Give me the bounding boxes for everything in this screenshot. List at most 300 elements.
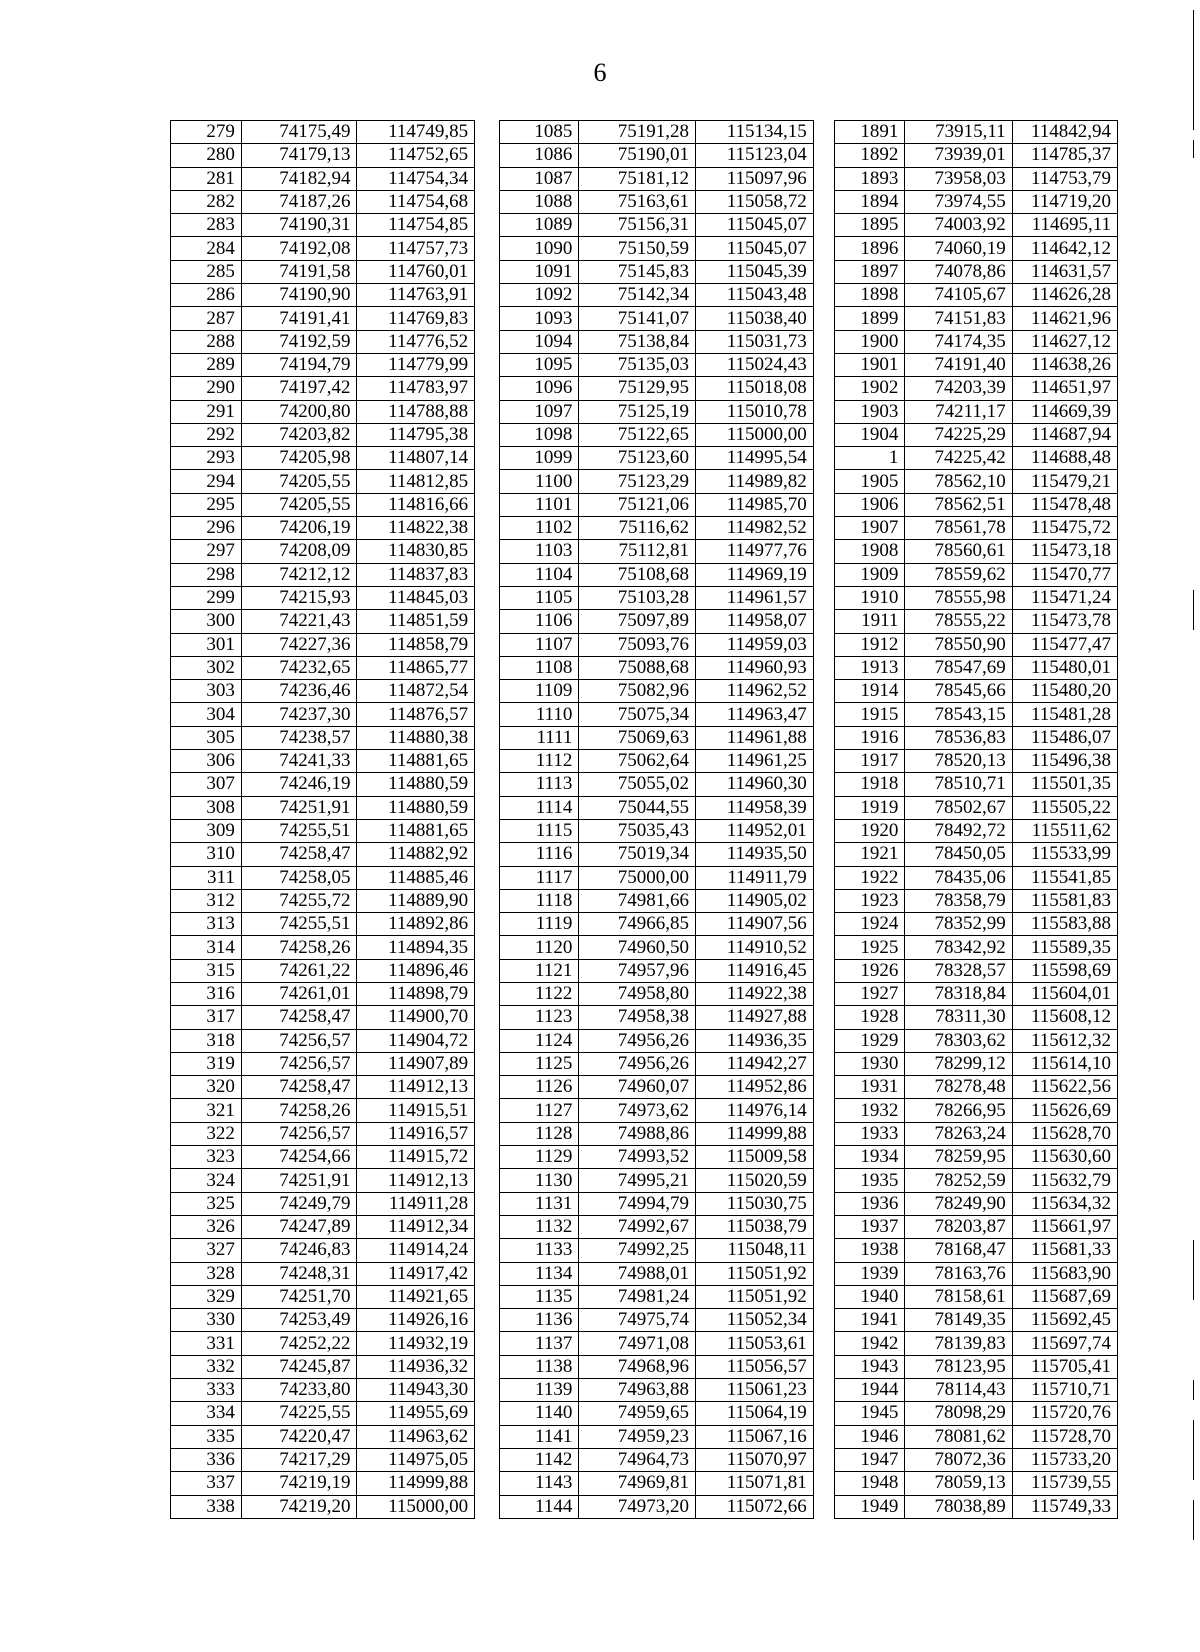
cell-point-number: 1097 [500, 400, 579, 423]
cell-point-number: 283 [171, 214, 242, 237]
cell-x-coordinate: 74988,01 [579, 1262, 696, 1285]
cell-x-coordinate: 74261,22 [241, 959, 357, 982]
cell-y-coordinate: 114889,90 [357, 889, 475, 912]
cell-y-coordinate: 114900,70 [357, 1006, 475, 1029]
column-separator [475, 703, 500, 726]
cell-point-number: 1117 [500, 866, 579, 889]
cell-point-number: 337 [171, 1472, 242, 1495]
cell-point-number: 286 [171, 284, 242, 307]
cell-y-coordinate: 115475,72 [1012, 517, 1117, 540]
cell-x-coordinate: 78555,22 [905, 610, 1012, 633]
cell-x-coordinate: 75112,81 [579, 540, 696, 563]
cell-x-coordinate: 74174,35 [905, 330, 1012, 353]
cell-point-number: 1 [834, 447, 905, 470]
column-separator [475, 167, 500, 190]
cell-point-number: 302 [171, 656, 242, 679]
cell-x-coordinate: 74227,36 [241, 633, 357, 656]
cell-point-number: 298 [171, 563, 242, 586]
cell-y-coordinate: 115634,32 [1012, 1192, 1117, 1215]
cell-y-coordinate: 114963,47 [696, 703, 814, 726]
table-row [171, 1029, 1118, 1052]
cell-x-coordinate: 75123,60 [579, 447, 696, 470]
cell-x-coordinate: 75088,68 [579, 656, 696, 679]
column-separator [475, 1425, 500, 1448]
cell-y-coordinate: 115043,48 [696, 284, 814, 307]
table-row [171, 260, 1118, 283]
table-row [171, 1215, 1118, 1238]
cell-y-coordinate: 114719,20 [1012, 190, 1117, 213]
cell-y-coordinate: 115009,58 [696, 1146, 814, 1169]
cell-point-number: 1936 [834, 1192, 905, 1215]
cell-x-coordinate: 74205,55 [241, 470, 357, 493]
cell-point-number: 1917 [834, 750, 905, 773]
cell-y-coordinate: 114898,79 [357, 982, 475, 1005]
column-separator [475, 1006, 500, 1029]
cell-y-coordinate: 114845,03 [357, 586, 475, 609]
column-separator [813, 843, 834, 866]
cell-y-coordinate: 115045,07 [696, 214, 814, 237]
table-row [171, 843, 1118, 866]
cell-y-coordinate: 115470,77 [1012, 563, 1117, 586]
column-separator [475, 843, 500, 866]
column-separator [475, 936, 500, 959]
cell-point-number: 1921 [834, 843, 905, 866]
cell-x-coordinate: 75055,02 [579, 773, 696, 796]
cell-point-number: 1103 [500, 540, 579, 563]
cell-y-coordinate: 115486,07 [1012, 726, 1117, 749]
cell-point-number: 332 [171, 1355, 242, 1378]
cell-point-number: 1126 [500, 1076, 579, 1099]
cell-point-number: 1918 [834, 773, 905, 796]
cell-point-number: 1943 [834, 1355, 905, 1378]
cell-x-coordinate: 78123,95 [905, 1355, 1012, 1378]
cell-y-coordinate: 114830,85 [357, 540, 475, 563]
cell-point-number: 1136 [500, 1309, 579, 1332]
cell-point-number: 1940 [834, 1285, 905, 1308]
cell-point-number: 1115 [500, 819, 579, 842]
cell-x-coordinate: 74060,19 [905, 237, 1012, 260]
cell-x-coordinate: 75190,01 [579, 144, 696, 167]
cell-y-coordinate: 115589,35 [1012, 936, 1117, 959]
table-row [171, 1495, 1118, 1518]
cell-x-coordinate: 74258,47 [241, 1076, 357, 1099]
cell-y-coordinate: 114769,83 [357, 307, 475, 330]
cell-x-coordinate: 74241,33 [241, 750, 357, 773]
cell-x-coordinate: 74215,93 [241, 586, 357, 609]
cell-y-coordinate: 114907,56 [696, 913, 814, 936]
cell-x-coordinate: 75163,61 [579, 190, 696, 213]
cell-point-number: 326 [171, 1215, 242, 1238]
cell-point-number: 294 [171, 470, 242, 493]
cell-x-coordinate: 74208,09 [241, 540, 357, 563]
cell-y-coordinate: 114876,57 [357, 703, 475, 726]
table-row [171, 563, 1118, 586]
cell-y-coordinate: 115496,38 [1012, 750, 1117, 773]
cell-x-coordinate: 74261,01 [241, 982, 357, 1005]
cell-point-number: 1090 [500, 237, 579, 260]
cell-x-coordinate: 75129,95 [579, 377, 696, 400]
cell-x-coordinate: 74255,72 [241, 889, 357, 912]
cell-x-coordinate: 75156,31 [579, 214, 696, 237]
cell-y-coordinate: 114795,38 [357, 423, 475, 446]
cell-x-coordinate: 74248,31 [241, 1262, 357, 1285]
cell-point-number: 1140 [500, 1402, 579, 1425]
cell-point-number: 1130 [500, 1169, 579, 1192]
cell-point-number: 320 [171, 1076, 242, 1099]
column-separator [475, 1146, 500, 1169]
cell-x-coordinate: 78059,13 [905, 1472, 1012, 1495]
cell-point-number: 1096 [500, 377, 579, 400]
cell-x-coordinate: 75145,83 [579, 260, 696, 283]
column-separator [475, 121, 500, 144]
cell-y-coordinate: 114915,51 [357, 1099, 475, 1122]
cell-x-coordinate: 78358,79 [905, 889, 1012, 912]
cell-x-coordinate: 75135,03 [579, 353, 696, 376]
column-separator [813, 330, 834, 353]
cell-point-number: 1938 [834, 1239, 905, 1262]
cell-x-coordinate: 74956,26 [579, 1029, 696, 1052]
column-separator [813, 936, 834, 959]
cell-x-coordinate: 78547,69 [905, 656, 1012, 679]
cell-point-number: 1893 [834, 167, 905, 190]
table-row [171, 982, 1118, 1005]
column-separator [813, 633, 834, 656]
cell-x-coordinate: 74249,79 [241, 1192, 357, 1215]
cell-x-coordinate: 74203,39 [905, 377, 1012, 400]
cell-point-number: 1089 [500, 214, 579, 237]
cell-x-coordinate: 73958,03 [905, 167, 1012, 190]
cell-y-coordinate: 115626,69 [1012, 1099, 1117, 1122]
column-separator [813, 540, 834, 563]
table-row [171, 353, 1118, 376]
cell-point-number: 1092 [500, 284, 579, 307]
cell-y-coordinate: 114952,01 [696, 819, 814, 842]
cell-y-coordinate: 114961,25 [696, 750, 814, 773]
table-row [171, 214, 1118, 237]
column-separator [475, 1052, 500, 1075]
cell-y-coordinate: 114911,79 [696, 866, 814, 889]
cell-y-coordinate: 114638,26 [1012, 353, 1117, 376]
column-separator [813, 470, 834, 493]
column-separator [475, 1285, 500, 1308]
cell-y-coordinate: 115038,79 [696, 1215, 814, 1238]
cell-x-coordinate: 74258,47 [241, 1006, 357, 1029]
cell-x-coordinate: 78114,43 [905, 1379, 1012, 1402]
cell-y-coordinate: 115683,90 [1012, 1262, 1117, 1285]
cell-x-coordinate: 78252,59 [905, 1169, 1012, 1192]
table-row [171, 680, 1118, 703]
cell-point-number: 1948 [834, 1472, 905, 1495]
cell-y-coordinate: 114977,76 [696, 540, 814, 563]
column-separator [475, 1262, 500, 1285]
cell-x-coordinate: 78163,76 [905, 1262, 1012, 1285]
cell-x-coordinate: 75122,65 [579, 423, 696, 446]
cell-x-coordinate: 74191,40 [905, 353, 1012, 376]
cell-point-number: 1906 [834, 493, 905, 516]
cell-y-coordinate: 115051,92 [696, 1262, 814, 1285]
cell-point-number: 315 [171, 959, 242, 982]
cell-point-number: 1947 [834, 1448, 905, 1471]
cell-y-coordinate: 115097,96 [696, 167, 814, 190]
cell-y-coordinate: 115473,78 [1012, 610, 1117, 633]
cell-y-coordinate: 115505,22 [1012, 796, 1117, 819]
column-separator [813, 726, 834, 749]
cell-point-number: 1939 [834, 1262, 905, 1285]
cell-point-number: 290 [171, 377, 242, 400]
cell-y-coordinate: 114754,34 [357, 167, 475, 190]
cell-y-coordinate: 114621,96 [1012, 307, 1117, 330]
cell-x-coordinate: 78492,72 [905, 819, 1012, 842]
column-separator [475, 726, 500, 749]
cell-point-number: 1915 [834, 703, 905, 726]
cell-x-coordinate: 75108,68 [579, 563, 696, 586]
cell-point-number: 296 [171, 517, 242, 540]
cell-point-number: 334 [171, 1402, 242, 1425]
cell-x-coordinate: 75097,89 [579, 610, 696, 633]
column-separator [475, 656, 500, 679]
cell-x-coordinate: 78555,98 [905, 586, 1012, 609]
cell-point-number: 1895 [834, 214, 905, 237]
cell-x-coordinate: 75035,43 [579, 819, 696, 842]
table-row [171, 913, 1118, 936]
cell-point-number: 1900 [834, 330, 905, 353]
column-separator [475, 563, 500, 586]
cell-y-coordinate: 114926,16 [357, 1309, 475, 1332]
column-separator [813, 750, 834, 773]
cell-y-coordinate: 114915,72 [357, 1146, 475, 1169]
cell-x-coordinate: 74969,81 [579, 1472, 696, 1495]
cell-y-coordinate: 114961,57 [696, 586, 814, 609]
cell-y-coordinate: 114916,57 [357, 1122, 475, 1145]
column-separator [813, 796, 834, 819]
column-separator [475, 1099, 500, 1122]
cell-point-number: 1904 [834, 423, 905, 446]
cell-y-coordinate: 115583,88 [1012, 913, 1117, 936]
cell-y-coordinate: 115477,47 [1012, 633, 1117, 656]
table-row [171, 1192, 1118, 1215]
table-row [171, 1122, 1118, 1145]
table-row [171, 889, 1118, 912]
cell-y-coordinate: 115608,12 [1012, 1006, 1117, 1029]
column-separator [813, 237, 834, 260]
cell-y-coordinate: 115471,24 [1012, 586, 1117, 609]
column-separator [813, 144, 834, 167]
cell-x-coordinate: 78543,15 [905, 703, 1012, 726]
cell-y-coordinate: 115612,32 [1012, 1029, 1117, 1052]
column-separator [813, 1472, 834, 1495]
cell-x-coordinate: 74256,57 [241, 1029, 357, 1052]
column-separator [475, 284, 500, 307]
table-row [171, 1425, 1118, 1448]
cell-point-number: 1909 [834, 563, 905, 586]
cell-point-number: 314 [171, 936, 242, 959]
cell-x-coordinate: 74258,47 [241, 843, 357, 866]
cell-y-coordinate: 114872,54 [357, 680, 475, 703]
cell-point-number: 303 [171, 680, 242, 703]
cell-x-coordinate: 78303,62 [905, 1029, 1012, 1052]
cell-point-number: 1920 [834, 819, 905, 842]
cell-y-coordinate: 114921,65 [357, 1285, 475, 1308]
cell-x-coordinate: 74258,26 [241, 936, 357, 959]
cell-point-number: 1927 [834, 982, 905, 1005]
cell-y-coordinate: 114963,62 [357, 1425, 475, 1448]
cell-point-number: 1110 [500, 703, 579, 726]
cell-x-coordinate: 74958,38 [579, 1006, 696, 1029]
cell-x-coordinate: 74255,51 [241, 913, 357, 936]
cell-y-coordinate: 115478,48 [1012, 493, 1117, 516]
cell-y-coordinate: 115622,56 [1012, 1076, 1117, 1099]
cell-y-coordinate: 114749,85 [357, 121, 475, 144]
column-separator [813, 1215, 834, 1238]
cell-point-number: 331 [171, 1332, 242, 1355]
cell-x-coordinate: 74197,42 [241, 377, 357, 400]
cell-point-number: 1100 [500, 470, 579, 493]
cell-x-coordinate: 74187,26 [241, 190, 357, 213]
cell-x-coordinate: 78328,57 [905, 959, 1012, 982]
cell-x-coordinate: 74003,92 [905, 214, 1012, 237]
column-separator [475, 260, 500, 283]
cell-point-number: 1929 [834, 1029, 905, 1052]
column-separator [475, 750, 500, 773]
table-row [171, 1006, 1118, 1029]
column-separator [475, 1192, 500, 1215]
cell-point-number: 313 [171, 913, 242, 936]
cell-point-number: 1891 [834, 121, 905, 144]
column-separator [475, 773, 500, 796]
cell-point-number: 1098 [500, 423, 579, 446]
column-separator [813, 656, 834, 679]
cell-y-coordinate: 114754,85 [357, 214, 475, 237]
cell-x-coordinate: 74205,98 [241, 447, 357, 470]
cell-y-coordinate: 115511,62 [1012, 819, 1117, 842]
cell-x-coordinate: 78158,61 [905, 1285, 1012, 1308]
cell-y-coordinate: 115030,75 [696, 1192, 814, 1215]
cell-y-coordinate: 114631,57 [1012, 260, 1117, 283]
column-separator [813, 1285, 834, 1308]
table-row [171, 726, 1118, 749]
column-separator [475, 237, 500, 260]
cell-point-number: 1120 [500, 936, 579, 959]
cell-y-coordinate: 115480,20 [1012, 680, 1117, 703]
cell-x-coordinate: 74253,49 [241, 1309, 357, 1332]
cell-y-coordinate: 114880,59 [357, 773, 475, 796]
cell-point-number: 305 [171, 726, 242, 749]
cell-point-number: 1138 [500, 1355, 579, 1378]
cell-y-coordinate: 114881,65 [357, 819, 475, 842]
cell-y-coordinate: 114779,99 [357, 353, 475, 376]
table-row [171, 284, 1118, 307]
cell-y-coordinate: 115598,69 [1012, 959, 1117, 982]
cell-x-coordinate: 78435,06 [905, 866, 1012, 889]
cell-x-coordinate: 75125,19 [579, 400, 696, 423]
cell-point-number: 1903 [834, 400, 905, 423]
column-separator [813, 1099, 834, 1122]
cell-y-coordinate: 115661,97 [1012, 1215, 1117, 1238]
cell-x-coordinate: 78263,24 [905, 1122, 1012, 1145]
column-separator [475, 1355, 500, 1378]
cell-x-coordinate: 75044,55 [579, 796, 696, 819]
cell-point-number: 329 [171, 1285, 242, 1308]
column-separator [475, 796, 500, 819]
cell-x-coordinate: 74225,42 [905, 447, 1012, 470]
column-separator [813, 1309, 834, 1332]
cell-point-number: 1105 [500, 586, 579, 609]
cell-point-number: 1933 [834, 1122, 905, 1145]
cell-point-number: 1898 [834, 284, 905, 307]
table-row [171, 1146, 1118, 1169]
cell-point-number: 1894 [834, 190, 905, 213]
cell-y-coordinate: 114958,07 [696, 610, 814, 633]
cell-point-number: 1116 [500, 843, 579, 866]
column-separator [475, 330, 500, 353]
column-separator [813, 1146, 834, 1169]
cell-point-number: 1914 [834, 680, 905, 703]
cell-point-number: 1913 [834, 656, 905, 679]
cell-x-coordinate: 74993,52 [579, 1146, 696, 1169]
cell-y-coordinate: 115720,76 [1012, 1402, 1117, 1425]
cell-y-coordinate: 115000,00 [357, 1495, 475, 1518]
table-row [171, 121, 1118, 144]
cell-x-coordinate: 74182,94 [241, 167, 357, 190]
cell-x-coordinate: 74968,96 [579, 1355, 696, 1378]
column-separator [813, 1402, 834, 1425]
cell-y-coordinate: 114754,68 [357, 190, 475, 213]
cell-point-number: 336 [171, 1448, 242, 1471]
column-separator [475, 819, 500, 842]
column-separator [475, 982, 500, 1005]
cell-y-coordinate: 114851,59 [357, 610, 475, 633]
cell-point-number: 1125 [500, 1052, 579, 1075]
cell-point-number: 1924 [834, 913, 905, 936]
cell-y-coordinate: 115728,70 [1012, 1425, 1117, 1448]
cell-point-number: 1916 [834, 726, 905, 749]
cell-x-coordinate: 74247,89 [241, 1215, 357, 1238]
cell-x-coordinate: 78278,48 [905, 1076, 1012, 1099]
cell-point-number: 287 [171, 307, 242, 330]
cell-point-number: 1923 [834, 889, 905, 912]
cell-point-number: 1131 [500, 1192, 579, 1215]
cell-point-number: 1121 [500, 959, 579, 982]
cell-point-number: 293 [171, 447, 242, 470]
cell-x-coordinate: 75121,06 [579, 493, 696, 516]
cell-point-number: 317 [171, 1006, 242, 1029]
cell-x-coordinate: 74251,91 [241, 796, 357, 819]
cell-point-number: 1902 [834, 377, 905, 400]
column-separator [475, 377, 500, 400]
column-separator [813, 680, 834, 703]
cell-y-coordinate: 115681,33 [1012, 1239, 1117, 1262]
cell-point-number: 1919 [834, 796, 905, 819]
cell-y-coordinate: 114962,52 [696, 680, 814, 703]
cell-point-number: 1141 [500, 1425, 579, 1448]
cell-y-coordinate: 114911,28 [357, 1192, 475, 1215]
column-separator [813, 517, 834, 540]
cell-point-number: 1086 [500, 144, 579, 167]
cell-x-coordinate: 74219,19 [241, 1472, 357, 1495]
column-separator [475, 1029, 500, 1052]
cell-x-coordinate: 74220,47 [241, 1425, 357, 1448]
cell-x-coordinate: 78560,61 [905, 540, 1012, 563]
cell-point-number: 1135 [500, 1285, 579, 1308]
cell-y-coordinate: 115072,66 [696, 1495, 814, 1518]
cell-y-coordinate: 115024,43 [696, 353, 814, 376]
cell-x-coordinate: 75141,07 [579, 307, 696, 330]
cell-point-number: 304 [171, 703, 242, 726]
cell-point-number: 330 [171, 1309, 242, 1332]
column-separator [475, 1472, 500, 1495]
cell-y-coordinate: 115739,55 [1012, 1472, 1117, 1495]
cell-y-coordinate: 115067,16 [696, 1425, 814, 1448]
